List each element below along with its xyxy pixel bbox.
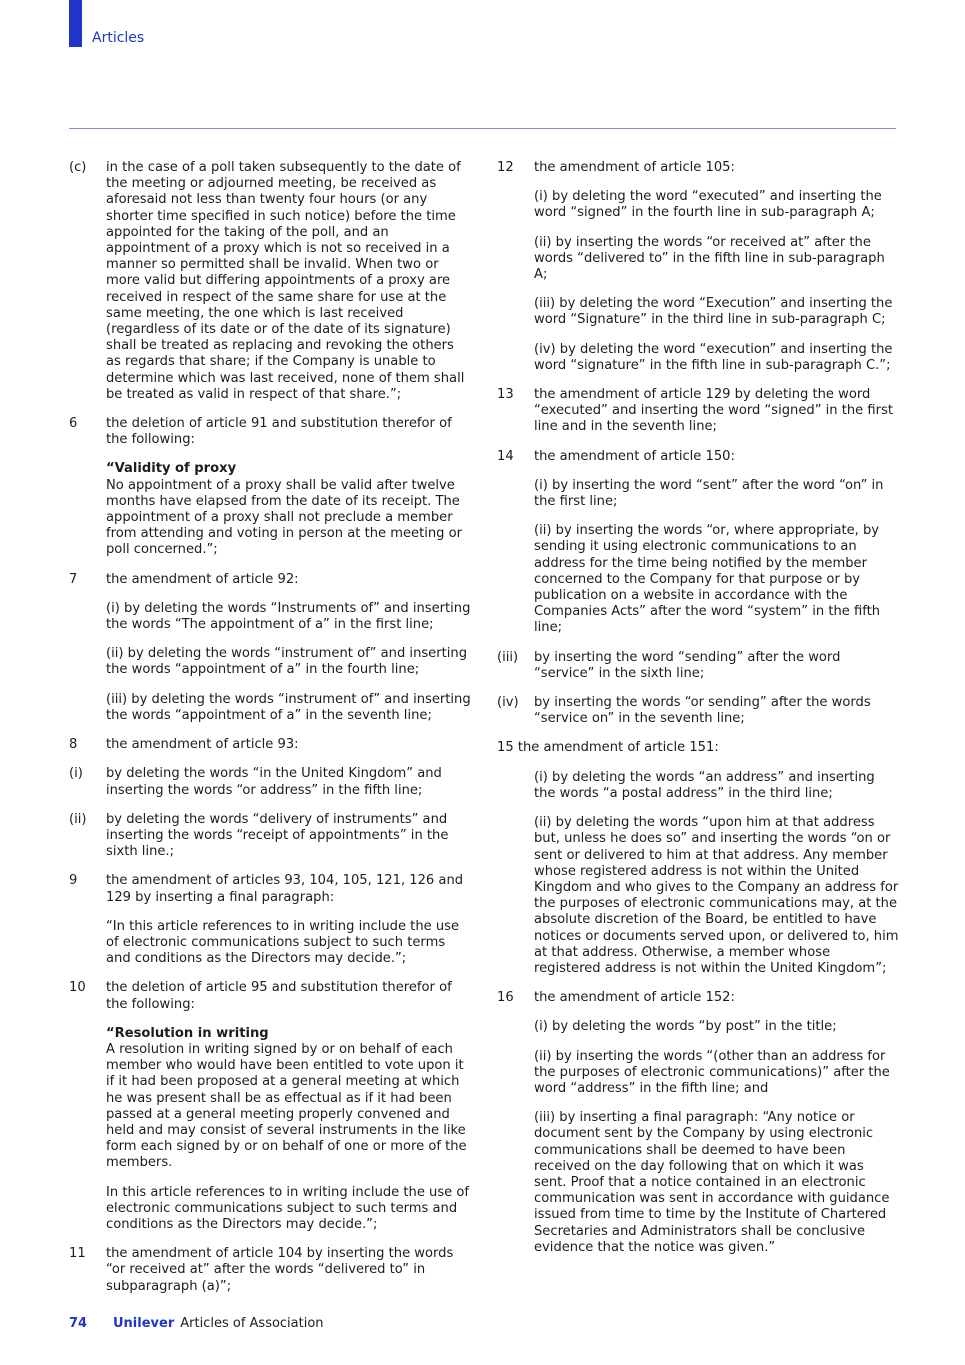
- item-text: the amendment of article 93:: [106, 737, 299, 753]
- item-text: the deletion of article 95 and substitution therefor of the following:: [106, 980, 452, 1012]
- list-item: [69, 572, 471, 724]
- document-title: Articles of Association: [180, 1316, 324, 1331]
- item-text: the amendment of article 152:: [534, 990, 735, 1006]
- item-text: by deleting the words “in the United Kingdom” and inserting the words “or address” in the fifth line;: [106, 766, 442, 798]
- page-number: 74: [69, 1316, 88, 1331]
- item-number: 10: [69, 980, 86, 996]
- list-item: [69, 873, 471, 967]
- list-item: [69, 766, 471, 798]
- item-number: 9: [69, 873, 78, 889]
- list-item: [69, 812, 471, 861]
- item-text: the deletion of article 91 and substitution therefor of the following:: [106, 416, 452, 448]
- sub-item: (ii) by inserting the words “(other than an address for the purposes of electronic communications)” after the word “address” in the fifth line; and: [534, 1048, 890, 1096]
- sub-item: (i) by deleting the words “by post” in the title;: [534, 1019, 837, 1035]
- page-footer: [69, 1316, 324, 1332]
- header-tab-bar: [69, 0, 82, 47]
- item-number: 14: [497, 448, 514, 464]
- left-column: [69, 160, 471, 1308]
- list-item: [69, 416, 471, 559]
- item-number: 7: [69, 571, 78, 587]
- list-item: [497, 387, 900, 436]
- sub-item: (i) by deleting the word “executed” and inserting the word “signed” in the fourth line in sub-paragraph A;: [534, 189, 882, 221]
- sub-item: (i) by deleting the words “an address” and inserting the words “a postal address” in the third line;: [534, 769, 875, 801]
- item-number: 8: [69, 737, 78, 753]
- list-item: [497, 449, 900, 637]
- brand-name: Unilever: [113, 1316, 175, 1331]
- item-text: in the case of a poll taken subsequently to the date of the meeting or adjourned meeting, be received as aforesaid not less than twenty four hours (or any shorter time specified in such notice) before the time appointed for the taking of the poll, and an appointment of a proxy which is not so received in a manner so permitted shall be invalid. When two or more valid but differing appointments of a proxy are received in respect of the same share for use at the same meeting, the one which is last received (regardless of its date or of the date of its signature) shall be treated as replacing and revoking the others as regards that share; if the Company is unable to determine which was last received, none of them shall be treated as valid in respect of that share.”;: [106, 160, 465, 402]
- sub-item: (ii) by deleting the words “upon him at that address but, unless he does so” and inserting the words “on or sent or delivered to him at that address. Any member whose registered address is not within the United Kingdom and who gives to the Company an address for the purposes of electronic communications may, at the absolute discretion of the Board, be entitled to have notices or documents served upon, or delivered to, him at that address. Otherwise, a member whose registered address is not within the United Kingdom”;: [534, 815, 899, 976]
- list-item: [69, 1246, 471, 1295]
- item-number: (iii): [497, 649, 519, 665]
- article-body: No appointment of a proxy shall be valid after twelve months have elapsed from the date of its receipt. The appointment of a proxy shall not preclude a member from attending and voting in person at the meeting or poll concerned.”;: [106, 477, 463, 558]
- item-number: (c): [69, 160, 87, 175]
- item-number: 13: [497, 387, 514, 403]
- sub-item: (iv) by deleting the word “execution” and inserting the word “signature” in the fifth line in sub-paragraph C.”;: [534, 341, 893, 373]
- sub-item: (i) by inserting the word “sent” after the word “on” in the first line;: [534, 477, 884, 510]
- right-column: [497, 160, 900, 1269]
- item-number: 6: [69, 416, 78, 432]
- item-number: 12: [497, 160, 514, 175]
- list-item: [69, 160, 471, 403]
- item-text: the amendment of article 104 by inserting the words “or received at” after the words “delivered to” in subparagraph (a)”;: [106, 1246, 454, 1294]
- sub-item: (ii) by inserting the words “or received at” after the words “delivered to” in the fifth line in sub-paragraph A;: [534, 234, 885, 283]
- sub-item: (iii) by deleting the words “instrument of” and inserting the words “appointment of a” in the seventh line;: [106, 691, 471, 723]
- item-text: the amendment of article 150:: [534, 448, 735, 464]
- article-body: In this article references to in writing include the use of electronic communications subject to such terms and conditions as the Directors may decide.”;: [106, 1184, 470, 1232]
- quoted-paragraph: “In this article references to in writing include the use of electronic communications subject to such terms and conditions as the Directors may decide.”;: [106, 918, 460, 967]
- sub-item: (iii) by inserting a final paragraph: “Any notice or document sent by the Company by using electronic communications shall be deemed to have been received on the day following that on which it was sent. Proof that a notice contained in an electronic communication was sent in accordance with guidance issued from time to time by the Institute of Chartered Secretaries and Administrators shall be conclusive evidence that the notice was given.”: [534, 1110, 890, 1255]
- item-number: 16: [497, 990, 514, 1006]
- sub-item: (iii) by deleting the word “Execution” and inserting the word “Signature” in the third line in sub-paragraph C;: [534, 296, 893, 328]
- section-label: Articles: [92, 30, 145, 46]
- item-number: (i): [69, 766, 83, 782]
- list-item: [69, 980, 471, 1233]
- list-item: [497, 990, 900, 1256]
- item-text: by deleting the words “delivery of instruments” and inserting the words “receipt of appointments” in the sixth line.;: [106, 811, 449, 860]
- sub-item: (ii) by inserting the words “or, where appropriate, by sending it using electronic communications to an address for the time being notified by the member concerned to the Company for that purpose or by publication on a website in accordance with the Companies Acts” after the word “system” in the fifth line;: [534, 523, 881, 636]
- item-text: the amendment of article 105:: [534, 160, 735, 175]
- item-number: 11: [69, 1246, 86, 1262]
- item-number: (ii): [69, 811, 87, 827]
- list-item: [497, 160, 900, 374]
- list-item: [497, 650, 900, 682]
- item-text: by inserting the word “sending” after the word “service” in the sixth line;: [534, 649, 841, 681]
- item-text: 15 the amendment of article 151:: [497, 740, 719, 756]
- item-text: the amendment of article 92:: [106, 571, 299, 587]
- list-item: [69, 737, 471, 753]
- sub-item: (i) by deleting the words “Instruments of” and inserting the words “The appointment of a” in the first line;: [106, 600, 471, 633]
- header-divider: [69, 128, 896, 129]
- item-text: the amendment of article 129 by deleting the word “executed” and inserting the word “signed” in the first line and in the seventh line;: [534, 387, 893, 435]
- sub-item: (ii) by deleting the words “instrument of” and inserting the words “appointment of a” in the fourth line;: [106, 646, 468, 678]
- article-heading: “Resolution in writing: [106, 1025, 269, 1041]
- article-body: A resolution in writing signed by or on behalf of each member who would have been entitled to vote upon it if it had been proposed at a general meeting at which he was present shall be as effectual as if it had been passed at a general meeting properly convened and held and may consist of several instruments in the like form each signed by or on behalf of one or more of the members.: [106, 1041, 467, 1171]
- item-number: (iv): [497, 695, 519, 711]
- item-text: the amendment of articles 93, 104, 105, 121, 126 and 129 by inserting a final paragraph:: [106, 873, 464, 905]
- list-item: [497, 695, 900, 727]
- item-text: by inserting the words “or sending” after the words “service on” in the seventh line;: [534, 695, 871, 727]
- article-heading: “Validity of proxy: [106, 461, 237, 477]
